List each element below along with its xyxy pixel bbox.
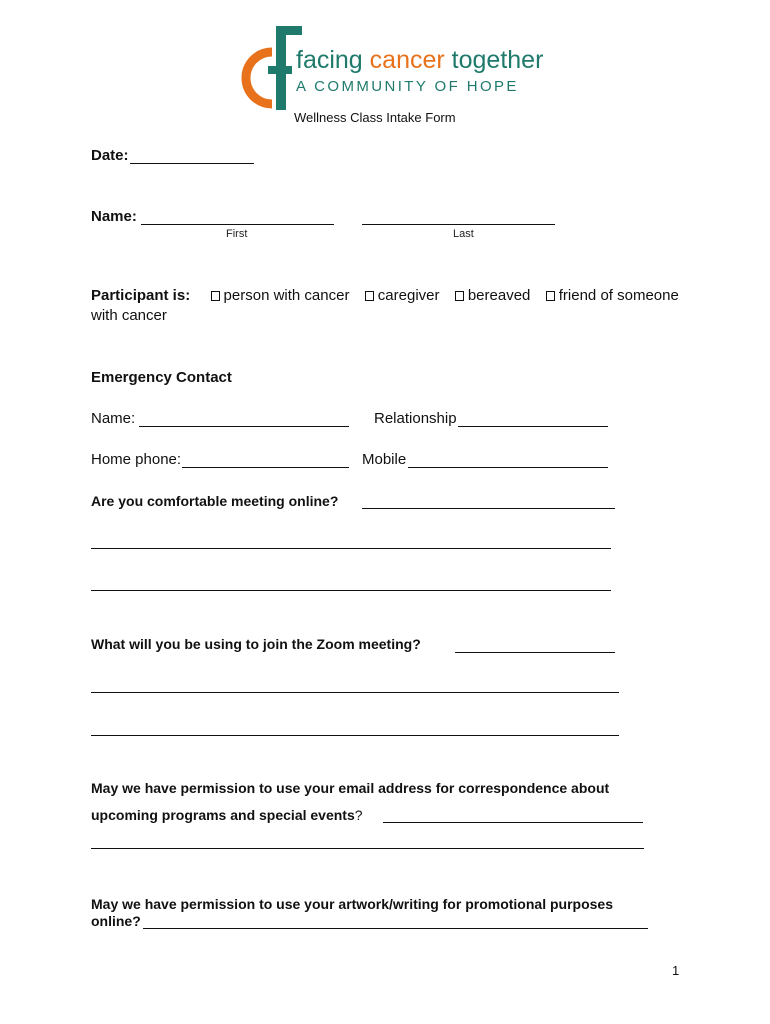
- checkbox-icon[interactable]: [365, 291, 374, 301]
- q-email-line-2: upcoming programs and special events?: [91, 807, 363, 823]
- participant-option-continuation: with cancer: [91, 307, 167, 324]
- option-caregiver[interactable]: caregiver: [365, 287, 440, 304]
- emergency-heading: Emergency Contact: [91, 369, 232, 386]
- first-name-input-line[interactable]: [141, 224, 334, 225]
- checkbox-icon[interactable]: [211, 291, 220, 301]
- q-email-input-line[interactable]: [383, 822, 643, 823]
- q-email-line-1: May we have permission to use your email address for correspondence about: [91, 780, 610, 796]
- mobile-input-line[interactable]: [408, 467, 608, 468]
- logo-wordmark: facing cancer together: [296, 46, 544, 74]
- mobile-label: Mobile: [362, 451, 407, 468]
- checkbox-icon[interactable]: [455, 291, 464, 301]
- date-input-line[interactable]: [130, 163, 254, 164]
- name-label: Name:: [91, 208, 137, 225]
- logo-f-bar: [276, 26, 302, 35]
- q-online-answer-line-1[interactable]: [91, 548, 611, 549]
- q-email-answer-line[interactable]: [91, 848, 644, 849]
- logo-c-arc: [246, 52, 272, 104]
- option-bereaved[interactable]: bereaved: [455, 287, 531, 304]
- relationship-input-line[interactable]: [458, 426, 608, 427]
- home-phone-label: Home phone:: [91, 451, 182, 468]
- q-zoom-answer-line-2[interactable]: [91, 735, 619, 736]
- first-caption: First: [226, 228, 248, 240]
- page-number: 1: [672, 963, 680, 978]
- last-name-input-line[interactable]: [362, 224, 555, 225]
- q-artwork-line-2: online?: [91, 913, 141, 929]
- emergency-name-label: Name:: [91, 410, 136, 427]
- q-artwork-line-1: May we have permission to use your artwork/writing for promotional purposes: [91, 896, 613, 912]
- participant-row: [91, 287, 679, 304]
- q-online-label: Are you comfortable meeting online?: [91, 493, 339, 509]
- emergency-name-input-line[interactable]: [139, 426, 349, 427]
- logo-tagline: A COMMUNITY OF HOPE: [296, 78, 519, 95]
- home-phone-input-line[interactable]: [182, 467, 349, 468]
- q-zoom-answer-line-1[interactable]: [91, 692, 619, 693]
- q-artwork-input-line[interactable]: [143, 928, 648, 929]
- last-caption: Last: [453, 228, 474, 240]
- q-online-input-line[interactable]: [362, 508, 615, 509]
- checkbox-icon[interactable]: [546, 291, 555, 301]
- option-friend[interactable]: friend of someone: [546, 287, 679, 304]
- form-title: Wellness Class Intake Form: [294, 110, 456, 125]
- facing-cancer-together-logo: [242, 26, 544, 110]
- date-label: Date:: [91, 147, 129, 164]
- logo-t-bar: [268, 66, 292, 74]
- option-person-with-cancer[interactable]: person with cancer: [211, 287, 350, 304]
- relationship-label: Relationship: [374, 410, 457, 427]
- q-zoom-input-line[interactable]: [455, 652, 615, 653]
- q-online-answer-line-2[interactable]: [91, 590, 611, 591]
- q-zoom-label: What will you be using to join the Zoom meeting?: [91, 636, 421, 652]
- participant-label: Participant is:: [91, 287, 191, 304]
